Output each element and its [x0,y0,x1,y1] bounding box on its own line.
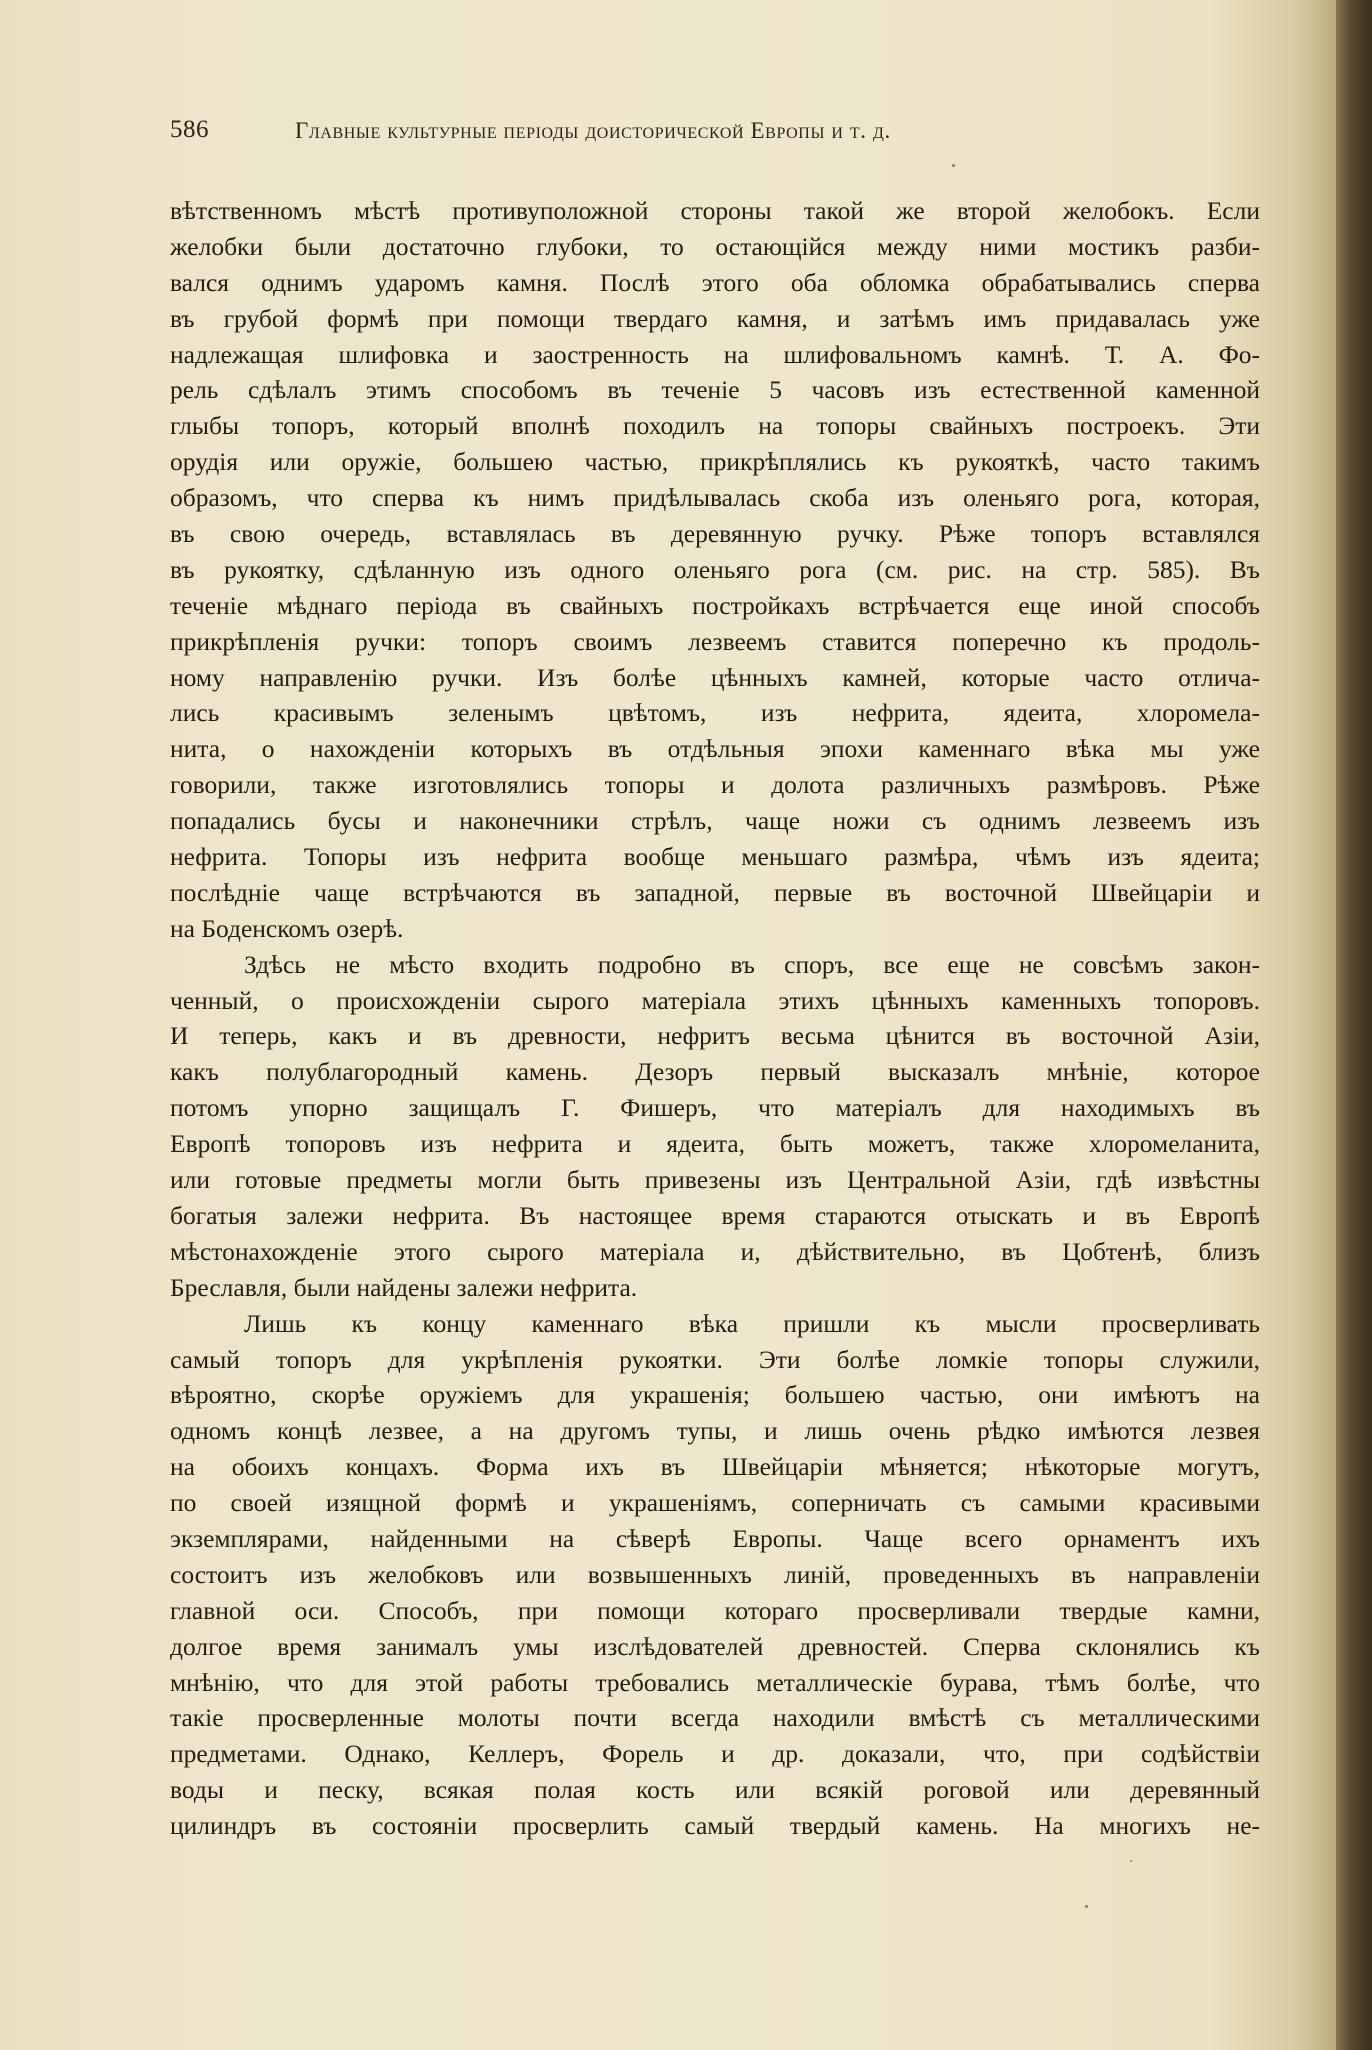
text-line: мнѣнію, что для этой работы требовались металлическіе бурава, тѣмъ болѣе, что [170,1667,1260,1697]
text-line [170,1844,1260,1880]
paragraph-last-line: на Боденскомъ озерѣ. [170,913,404,943]
text-line: образомъ, что сперва къ нимъ придѣлывалась скоба изъ оленьяго рога, которая, [170,483,1260,513]
text-line: или готовые предметы могли быть привезены изъ Центральной Азіи, гдѣ извѣстны [170,1165,1260,1195]
text-line: рель сдѣлалъ этимъ способомъ въ теченіе 5 часовъ изъ естественной каменной [170,375,1260,405]
body-text [170,193,1260,1880]
text-line: вѣроятно, скорѣе оружіемъ для украшенія; большею частью, они имѣютъ на [170,1380,1260,1410]
text-line: Европѣ топоровъ изъ нефрита и ядеита, быть можетъ, также хлоромеланита, [170,1129,1260,1159]
text-line: экземплярами, найденными на сѣверѣ Европы. Чаще всего орнаментъ ихъ [170,1523,1260,1553]
text-line: надлежащая шлифовка и заостренность на шлифовальномъ камнѣ. Т. А. Фо- [170,339,1260,369]
text-line: на обоихъ концахъ. Форма ихъ въ Швейцаріи мѣняется; нѣкоторые могутъ, [170,1452,1260,1482]
text-line: въ грубой формѣ при помощи твердаго камня, и затѣмъ имъ придавалась уже [170,303,1260,333]
text-line: прикрѣпленія ручки: топоръ своимъ лезвеемъ ставится поперечно къ продоль- [170,626,1260,656]
text-line: главной оси. Способъ, при помощи котораго просверливали твердые камни, [170,1595,1260,1625]
paragraph-first-line: Лишь къ концу каменнаго вѣка пришли къ мысли просверливать [244,1308,1260,1338]
page-header [170,116,1170,150]
paragraph-first-line: Здѣсь не мѣсто входить подробно въ споръ, все еще не совсѣмъ закон- [244,949,1260,979]
text-line: И теперь, какъ и въ древности, нефритъ весьма цѣнится въ восточной Азіи, [170,1021,1260,1051]
text-line: одномъ концѣ лезвее, а на другомъ тупы, и лишь очень рѣдко имѣются лезвея [170,1416,1260,1446]
text-line: предметами. Однако, Келлеръ, Форель и др. доказали, что, при содѣйствіи [170,1739,1260,1769]
text-line: въ свою очередь, вставлялась въ деревянную ручку. Рѣже топоръ вставлялся [170,519,1260,549]
text-line: лись красивымъ зеленымъ цвѣтомъ, изъ нефрита, ядеита, хлоромела- [170,698,1260,728]
text-line: ченный, о происхожденіи сырого матеріала этихъ цѣнныхъ каменныхъ топоровъ. [170,985,1260,1015]
text-line: такіе просверленные молоты почти всегда находили вмѣстѣ съ металлическими [170,1703,1260,1733]
text-line: богатыя залежи нефрита. Въ настоящее время стараются отыскать и въ Европѣ [170,1200,1260,1230]
paper-speck [952,164,955,167]
text-line: нита, о нахожденіи которыхъ въ отдѣльныя эпохи каменнаго вѣка мы уже [170,734,1260,764]
text-line: долгое время занималъ умы изслѣдователей древностей. Сперва склонялись къ [170,1631,1260,1661]
text-line: по своей изящной формѣ и украшеніямъ, соперничать съ самыми красивыми [170,1488,1260,1518]
page-number: 586 [170,116,209,143]
text-line: попадались бусы и наконечники стрѣлъ, чаще ножи съ однимъ лезвеемъ изъ [170,806,1260,836]
text-line: состоитъ изъ желобковъ или возвышенныхъ линій, проведенныхъ въ направленіи [170,1559,1260,1589]
paper-speck [1085,1905,1088,1908]
text-line: какъ полублагородный камень. Дезоръ первый высказалъ мнѣніе, которое [170,1057,1260,1087]
text-line: воды и песку, всякая полая кость или всякій роговой или деревянный [170,1775,1260,1805]
text-line: теченіе мѣднаго періода въ свайныхъ постройкахъ встрѣчается еще иной способъ [170,590,1260,620]
text-line: вѣтственномъ мѣстѣ противуположной стороны такой же второй желобокъ. Если [170,196,1260,225]
text-line: цилиндръ въ состояніи просверлить самый твердый камень. На многихъ не- [170,1811,1260,1841]
paper-speck [1130,1860,1132,1862]
text-line: говорили, также изготовлялись топоры и долота различныхъ размѣровъ. Рѣже [170,770,1260,800]
text-line: самый топоръ для укрѣпленія рукоятки. Эти болѣе ломкіе топоры служили, [170,1344,1260,1374]
text-line: ному направленію ручки. Изъ болѣе цѣнныхъ камней, которые часто отлича- [170,662,1260,692]
text-line: орудія или оружіе, большею частью, прикрѣплялись къ рукояткѣ, часто такимъ [170,447,1260,477]
text-line: въ рукоятку, сдѣланную изъ одного оленьяго рога (см. рис. на стр. 585). Въ [170,554,1260,584]
text-line: потомъ упорно защищалъ Г. Фишеръ, что матеріалъ для находимыхъ въ [170,1093,1260,1123]
paragraph-last-line: Бреславля, были найдены залежи нефрита. [170,1272,638,1302]
running-title: Главные культурные періоды доисторической Европы и т. д. [295,118,891,143]
text-line: глыбы топоръ, который вполнѣ походилъ на топоры свайныхъ построекъ. Эти [170,411,1260,441]
text-line: желобки были достаточно глубоки, то остающійся между ними мостикъ разби- [170,231,1260,261]
text-line: вался однимъ ударомъ камня. Послѣ этого оба обломка обрабатывались сперва [170,267,1260,297]
text-line: мѣстонахожденіе этого сырого матеріала и, дѣйствительно, въ Цобтенѣ, близъ [170,1236,1260,1266]
page-edge-shadow [1336,0,1372,2050]
text-line: послѣдніе чаще встрѣчаются въ западной, первые въ восточной Швейцаріи и [170,877,1260,907]
text-line: нефрита. Топоры изъ нефрита вообще меньшаго размѣра, чѣмъ изъ ядеита; [170,842,1260,872]
